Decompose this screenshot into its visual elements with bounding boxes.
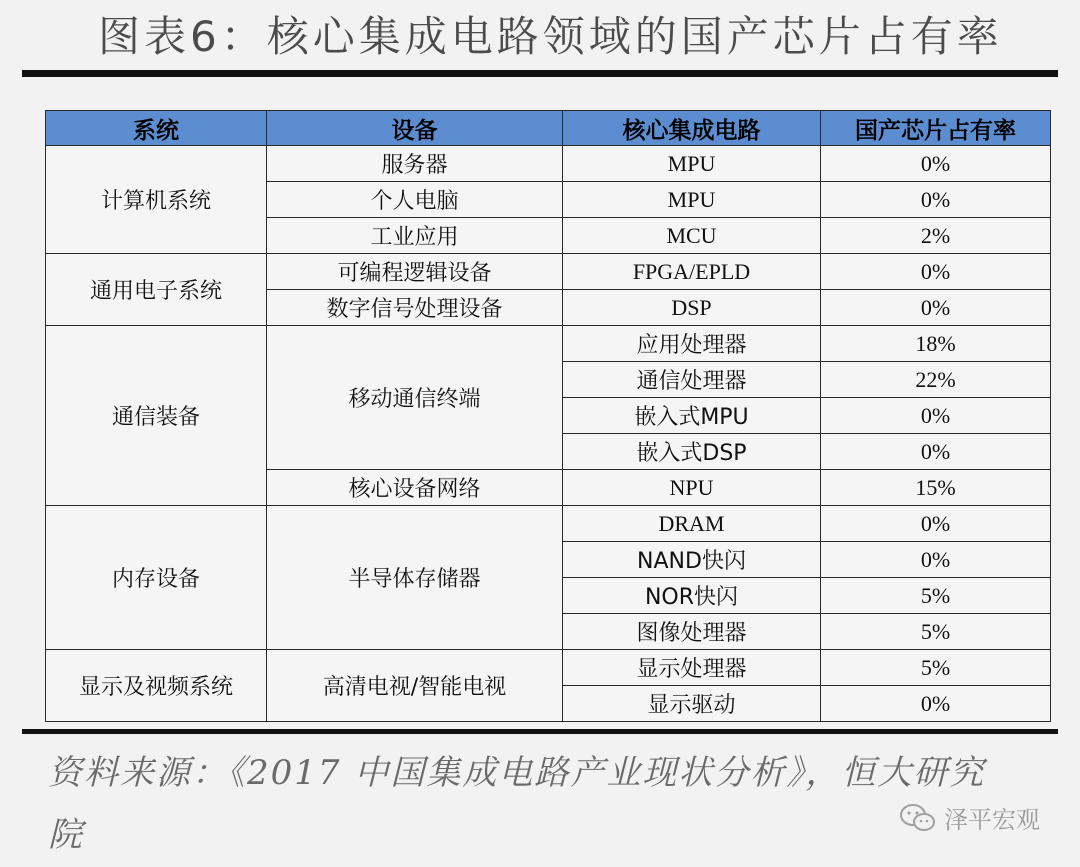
rate-cell: 0% <box>821 182 1051 218</box>
rate-cell: 0% <box>821 146 1051 182</box>
header-circuit: 核心集成电路 <box>563 111 821 146</box>
rate-cell: 0% <box>821 290 1051 326</box>
rate-cell: 0% <box>821 686 1051 722</box>
chip-share-table <box>45 110 1051 722</box>
table-row <box>46 650 1051 686</box>
bottom-rule <box>22 729 1058 734</box>
circuit-cell: MPU <box>563 146 821 182</box>
circuit-cell: 显示驱动 <box>563 686 821 722</box>
watermark-text: 泽平宏观 <box>944 806 1040 834</box>
table-row <box>46 146 1051 182</box>
rate-cell: 0% <box>821 506 1051 542</box>
circuit-cell: DRAM <box>563 506 821 542</box>
page-title: 图表6：核心集成电路领域的国产芯片占有率 <box>98 12 1003 61</box>
circuit-cell: MCU <box>563 218 821 254</box>
rate-cell: 5% <box>821 650 1051 686</box>
circuit-cell: 嵌入式DSP <box>563 434 821 470</box>
circuit-cell: NAND快闪 <box>563 542 821 578</box>
circuit-cell: 通信处理器 <box>563 362 821 398</box>
header-device: 设备 <box>267 111 563 146</box>
system-cell: 显示及视频系统 <box>46 650 267 722</box>
source-note: 资料来源：《2017 中国集成电路产业现状分析》，恒大研究院 <box>48 753 986 855</box>
device-cell: 高清电视/智能电视 <box>267 650 563 722</box>
rate-cell: 0% <box>821 434 1051 470</box>
device-cell: 数字信号处理设备 <box>267 290 563 326</box>
rate-cell: 0% <box>821 254 1051 290</box>
table-header-row <box>46 111 1051 146</box>
rate-cell: 0% <box>821 398 1051 434</box>
circuit-cell: 嵌入式MPU <box>563 398 821 434</box>
system-cell: 通信装备 <box>46 326 267 506</box>
device-cell: 移动通信终端 <box>267 326 563 470</box>
header-system: 系统 <box>46 111 267 146</box>
rate-cell: 22% <box>821 362 1051 398</box>
device-cell: 工业应用 <box>267 218 563 254</box>
watermark <box>898 800 1040 835</box>
device-cell: 核心设备网络 <box>267 470 563 506</box>
system-cell: 计算机系统 <box>46 146 267 254</box>
circuit-cell: MPU <box>563 182 821 218</box>
system-cell: 通用电子系统 <box>46 254 267 326</box>
circuit-cell: NPU <box>563 470 821 506</box>
device-cell: 可编程逻辑设备 <box>267 254 563 290</box>
table-row <box>46 326 1051 362</box>
table-row <box>46 506 1051 542</box>
top-rule <box>22 70 1058 77</box>
circuit-cell: 应用处理器 <box>563 326 821 362</box>
rate-cell: 0% <box>821 542 1051 578</box>
device-cell: 半导体存储器 <box>267 506 563 650</box>
circuit-cell: 显示处理器 <box>563 650 821 686</box>
circuit-cell: DSP <box>563 290 821 326</box>
rate-cell: 5% <box>821 614 1051 650</box>
system-cell: 内存设备 <box>46 506 267 650</box>
table-row <box>46 254 1051 290</box>
device-cell: 个人电脑 <box>267 182 563 218</box>
circuit-cell: NOR快闪 <box>563 578 821 614</box>
rate-cell: 18% <box>821 326 1051 362</box>
wechat-icon <box>898 802 938 834</box>
rate-cell: 15% <box>821 470 1051 506</box>
device-cell: 服务器 <box>267 146 563 182</box>
rate-cell: 5% <box>821 578 1051 614</box>
header-rate: 国产芯片占有率 <box>821 111 1051 146</box>
circuit-cell: FPGA/EPLD <box>563 254 821 290</box>
rate-cell: 2% <box>821 218 1051 254</box>
circuit-cell: 图像处理器 <box>563 614 821 650</box>
